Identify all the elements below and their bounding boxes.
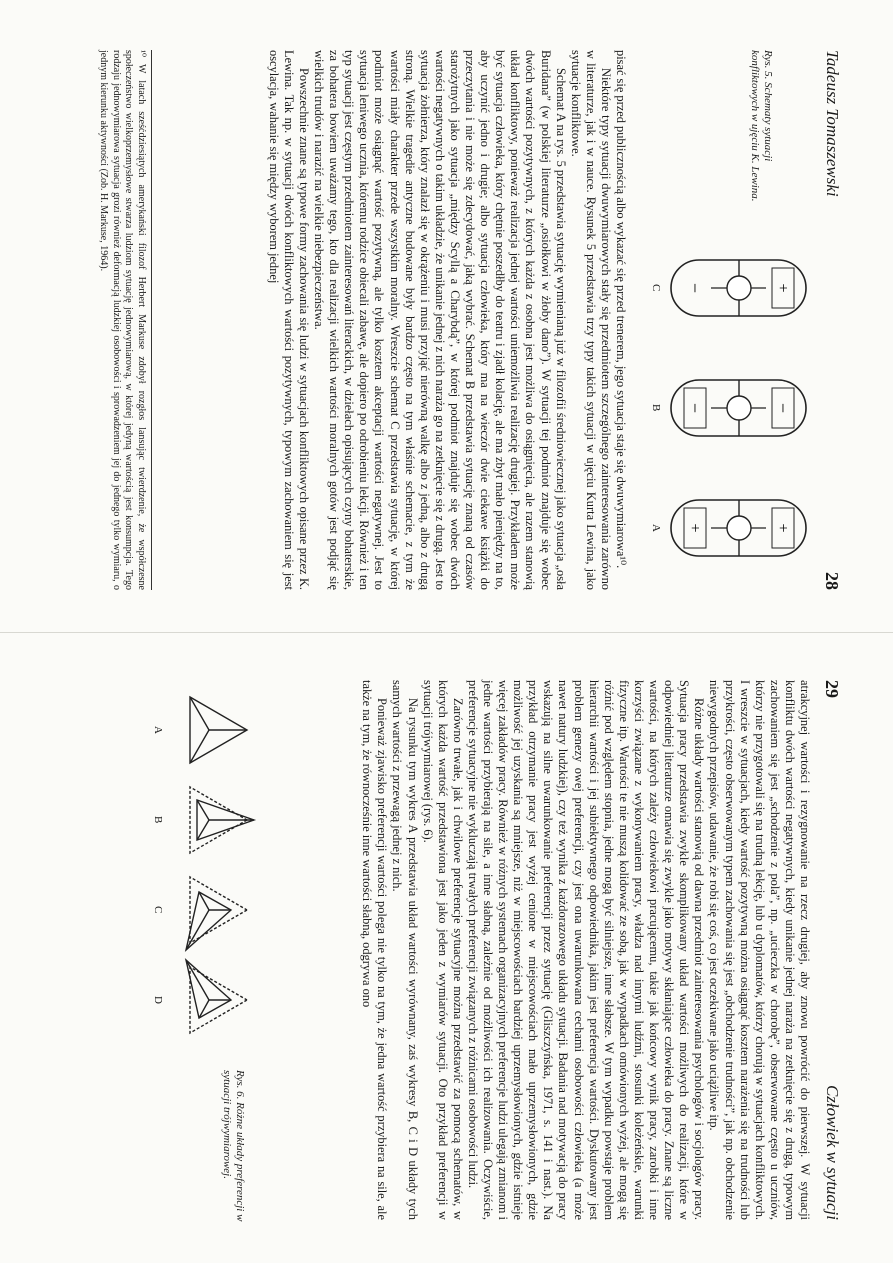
sign-plus: +	[686, 523, 703, 533]
sign-plus: +	[774, 283, 791, 293]
paragraph: pisać się przed publicznością albo wykazać się przed trenerem, jego sytuacja staje się dwuwymiarowa¹⁰.	[614, 50, 628, 569]
preference-d	[186, 960, 247, 1033]
figure-5	[644, 50, 814, 610]
preference-b	[190, 787, 254, 853]
figure-5-caption: Rys. 5. Schematy sytuacji konfliktowych w ujęciu K. Lewina.	[749, 50, 774, 202]
figure-6-diagrams	[134, 680, 264, 1080]
page-number: 28	[822, 572, 842, 590]
label-a: A	[152, 726, 164, 734]
schema-b	[671, 380, 806, 436]
page-29	[74, 640, 854, 1260]
paragraph: Ponieważ zjawisko preferencji wartości polega nie tylko na tym, że jedna wartość przybiera na sile, ale także na tym, że równocześnie inne wartości słabną, odgrywa ono	[360, 680, 390, 1220]
page-29-text	[359, 680, 812, 1220]
sign-minus: −	[773, 402, 793, 414]
page-28-text	[266, 50, 628, 590]
paragraph: Schemat A na rys. 5 przedstawia sytuację wymienianą już w filozofii średniowiecznej jako sytuacja „osła Buridana” (w polskiej literaturze „osiołkowi w żłoby dano”). W sytuacji tej podmiot znajduje się wobec dwóch wartości pozytywnych, z których każda z osobna jest możliwa do osiągnięcia, ale razem stanowią układ konfliktowy, ponieważ realizacja jednej wartości uniemożliwia realizację drugiej. Przykładem może być sytuacja człowieka, który chętnie poszedłby do teatru i zjadł kolację, ale ma zbyt mało pieniędzy na to, aby uczynić jedno i drugie; albo sytuacja człowieka, który ma na wieczór dwie ciekawe książki do przeczytania i nie może się zdecydować, jaką wybrać. Schemat B przedstawia sytuację znaną od czasów starożytnych jako sytuacja „między Scyllą a Charybdą”, w której podmiot znajduje się wobec dwóch wartości negatywnych o takim układzie, że unikanie jednej z nich naraża go na zetknięcie się z drugą. Jest to sytuacja żołnierza, który znalazł się w okrążeniu i musi przyjąć nierówną walkę albo z jedną, albo z drugą stroną. Wielkie tragedie antyczne budowane były bardzo często na tym właśnie schemacie, z tym że wartości miały charakter przede wszystkim moralny. Wreszcie schemat C przedstawia sytuację, w której podmiot może osiągnąć wartość pozytywną, ale tylko kosztem akceptacji wartości negatywnej. Jest to sytuacja leniwego ucznia, któremu rodzice obiecali zabawę, ale dopiero po odrobieniu lekcji. Również i ten typ sytuacji jest częstym przedmiotem zainteresowań literackich, w dziełach opisujących czyny bohaterskie, za bohatera bowiem uważamy tego, kto dla realizacji wielkich wartości moralnych gotów jest podjąć się wielkich trudów i narazić na wielkie niebezpieczeństwa.	[312, 50, 568, 590]
sign-minus: −	[685, 282, 705, 294]
paragraph: Różne układy wartości stanowią od dawna przedmiot zainteresowania psychologów i socjologów pracy. Sytuacja pracy przedstawia zwykle skomplikowany układ wartości możliwych do realizacji, które w odpowiedniej literaturze omawia się zwykle jako motywy skłaniające człowieka do pracy. Znane są liczne wartości, na których zależy człowiekowi pracującemu, takie jak końcowy wynik pracy, zarobki i inne korzyści związane z wykonywaniem pracy, władza nad innymi ludźmi, stosunki koleżeńskie, warunki fizyczne itp. Wartości te nie muszą kolidować ze sobą, jak w wypadkach omówionych wyżej, ale mogą się różnić pod względem stopnia, jedne mogą być silniejsze, inne słabsze. W tym wypadku powstaje problem hierarchii wartości i jej subiektywnego odpowiednika, jakim jest preferencja wartości. Dyskutowany jest problem genezy owej preferencji, czy jest ona uwarunkowana cechami osobowości człowieka (a może nawet natury ludzkiej), czy też wynika z każdorazowego układu sytuacji. Badania nad motywacją do pracy wskazują na silne uwarunkowanie preferencji przez sytuację (Gliszczyńska, 1971, s. 141 i nast.). Na przykład otrzymanie pracy jest wyżej cenione w miejscowościach mało uprzemysłowionych, gdzie możliwość jej uzyskania są mniejsze, niż w miejscowościach bardziej uprzemysłowionych, gdzie istnieje więcej zakładów pracy. Również w różnych systemach organizacyjnych preferencje ludzi ulegają zmianom i jedne wartości przybierają na sile, a inne słabną, zależnie od możliwości ich realizowania. Oczywiście, preferencje sytuacyjne nie wykluczają trwałych preferencji związanych z różnicami osobowości ludzi.	[465, 680, 707, 1220]
paragraph: Zarówno trwałe, jak i chwilowe preferencje sytuacyjne można przedstawić za pomocą schematów, w których każda wartość przedstawiona jest jako jeden z wymiarów sytuacji. Oto przykład preferencji w sytuacji trójwymiarowej (rys. 6).	[420, 680, 465, 1220]
sign-minus: −	[685, 402, 705, 414]
page-header	[818, 50, 842, 590]
label-c: C	[650, 284, 662, 292]
preference-a	[190, 697, 247, 763]
label-b: B	[152, 816, 164, 824]
label-a: A	[650, 524, 662, 532]
page-number: 29	[822, 680, 842, 698]
paragraph: Na rysunku tym wykres A przedstawia układ wartości wyrównany, zaś wykresy B, C i D układy tych samych wartości z przewagą jednej z nich.	[390, 680, 420, 1220]
schema-c	[671, 260, 806, 316]
sign-plus: +	[774, 523, 791, 533]
footnote: ¹⁰ W latach sześćdziesiątych amerykański filozof Herbert Markuse zdobył rozgłos lansując twierdzenie, że współczesne społeczeństwo wielkoprzemysłowe stwarza ludziom sytuację jednowymiarową, w której jedyną wartością jest konsumpcja. Tego rodzaju jednowymiarowa sytuacja grozi również deformacją ludzkiej osobowości i sprowadzeniem jej do jednego tylko wymiaru, o jednym kierunku aktywności (Zob. H. Markuse, 1964).	[97, 50, 152, 590]
figure-5-diagrams	[644, 50, 814, 610]
paragraph: Niektóre typy sytuacji dwuwymiarowych stały się przedmiotem szczególnego zainteresowania zarówno w literaturze, jak i w nauce. Rysunek 5 przedstawia trzy typy takich sytuacji w ujęciu Kurta Lewina, jako sytuacje konfliktowe.	[568, 50, 613, 590]
header-author: Tadeusz Tomaszewski	[823, 50, 842, 197]
page-28	[74, 10, 854, 630]
paragraph: atrakcyjnej wartości i rezygnowanie na rzecz drugiej, aby znowu powrócić do pierwszej. W sytuacji konfliktu dwóch wartości negatywnych, kiedy unikanie jednej naraża na zetknięcie się z drugą, typowym zachowaniem się jest „schodzenie z pola”, np. „ucieczka w chorobę”, obserwowane często u uczniów, którzy nie przygotowali się na trudną lekcję, lub u dyplomatów, którzy chorują w sytuacjach konfliktowych. I wreszcie w sytuacjach, kiedy wartość pozytywną można osiągnąć kosztem narażenia się na trudności lub przykrości, często obserwowanym typem zachowania się jest „obchodzenie trudności”, jak np. obchodzenie niewygodnych przepisów, udawanie, że robi się coś, co jest oczekiwane jako uciążliwe itp.	[707, 680, 812, 1220]
figure-6	[114, 680, 264, 1240]
header-title: Człowiek w sytuacji	[823, 1084, 842, 1220]
label-b: B	[650, 404, 662, 412]
preference-c	[186, 877, 247, 950]
label-c: C	[152, 906, 164, 914]
label-d: D	[152, 996, 164, 1004]
page-fold	[0, 632, 893, 633]
page-header	[818, 680, 842, 1220]
schema-a	[671, 500, 806, 556]
paragraph: Powszechnie znane są typowe formy zachowania się ludzi w sytuacjach konfliktowych opisane przez K. Lewina. Tak np. w sytuacji dwóch konfliktowych wartości pozytywnych, typowym zachowaniem się jest oscylacja, wahanie się między wyborem jednej	[266, 50, 312, 590]
figure-6-caption: Rys. 6. Różne układy preferencji w sytuacji trójwymiarowej.	[221, 1070, 246, 1222]
